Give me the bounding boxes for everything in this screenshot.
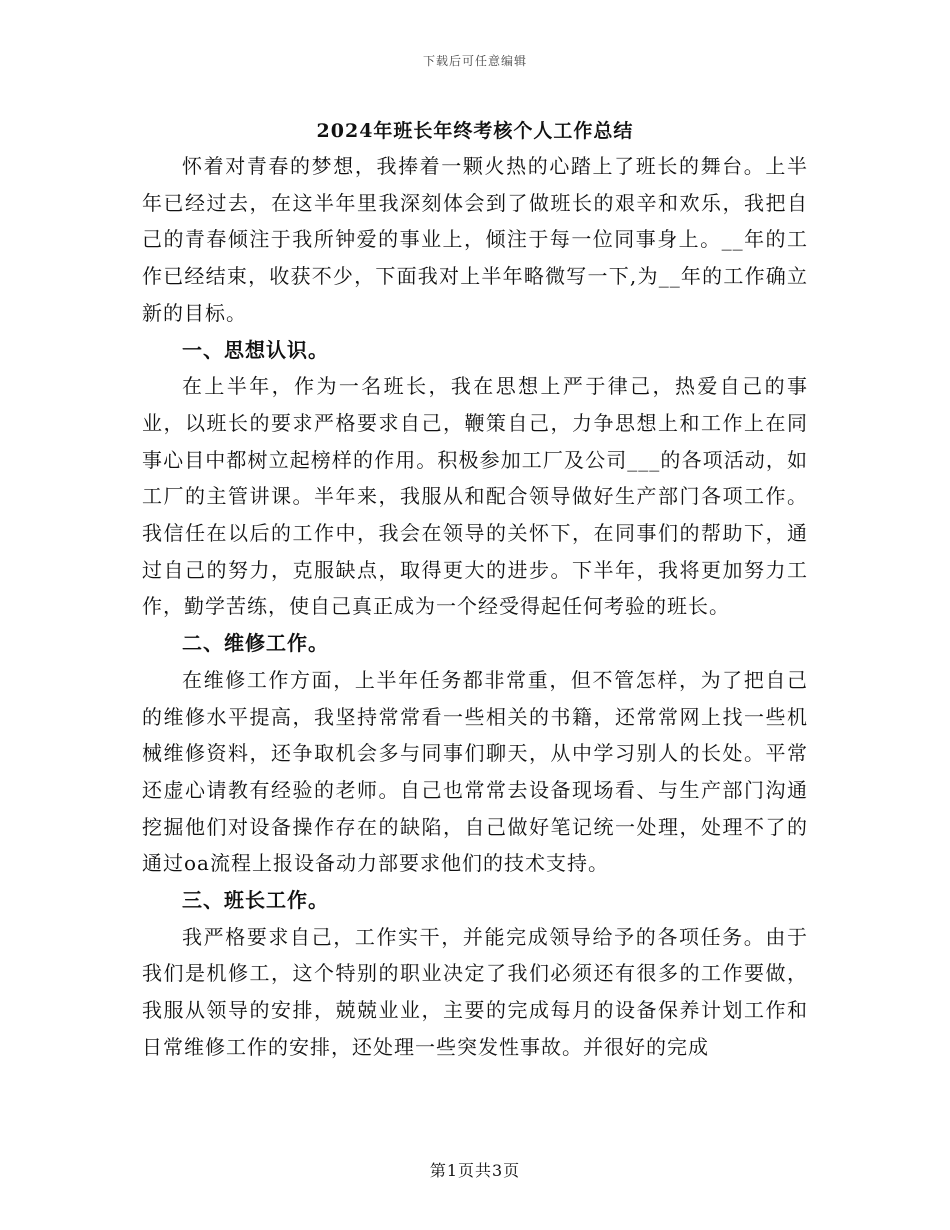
header-note: 下载后可任意编辑: [422, 54, 527, 68]
team-leader-paragraph: 我严格要求自己，工作实干，并能完成领导给予的各项任务。由于我们是机修工，这个特别的职业决定了我们必须还有很多的工作要做，我服从领导的安排，兢兢业业，主要的完成每月的设备保养计划工作和日常维修工作的安排，还处理一些突发性事故。并很好的完成: [142, 924, 808, 1059]
page-footer: 第1页共3页: [429, 1161, 521, 1180]
intro-paragraph: 怀着对青春的梦想，我捧着一颗火热的心踏上了班长的舞台。上半年已经过去，在这半年里我深刻体会到了做班长的艰辛和欢乐，我把自己的青春倾注于我所钟爱的事业上，倾注于每一位同事身上。__年的工作已经结束，收获不少，下面我对上半年略微写一下,为__年的工作确立新的目标。: [142, 154, 808, 325]
document-title: 2024年班长年终考核个人工作总结: [316, 120, 634, 142]
section-heading-thought: 一、思想认识。: [182, 337, 329, 362]
section-heading-maintenance: 二、维修工作。: [182, 631, 329, 656]
document-body: [142, 148, 808, 1066]
maintenance-paragraph: 在维修工作方面，上半年任务都非常重，但不管怎样，为了把自己的维修水平提高，我坚持常常看一些相关的书籍，还常常网上找一些机械维修资料，还争取机会多与同事们聊天，从中学习别人的长处。平常还虚心请教有经验的老师。自己也常常去设备现场看、与生产部门沟通挖掘他们对设备操作存在的缺陷，自己做好笔记统一处理，处理不了的通过oa流程上报设备动力部要求他们的技术支持。: [142, 667, 808, 876]
section-heading-team-leader: 三、班长工作。: [182, 888, 329, 913]
thought-paragraph: 在上半年，作为一名班长，我在思想上严于律己，热爱自己的事业，以班长的要求严格要求自己，鞭策自己，力争思想上和工作上在同事心目中都树立起榜样的作用。积极参加工厂及公司___的各项活动，如工厂的主管讲课。半年来，我服从和配合领导做好生产部门各项工作。我信任在以后的工作中，我会在领导的关怀下，在同事们的帮助下，通过自己的努力，克服缺点，取得更大的进步。下半年，我将更加努力工作，勤学苦练，使自己真正成为一个经受得起任何考验的班长。: [142, 374, 808, 619]
